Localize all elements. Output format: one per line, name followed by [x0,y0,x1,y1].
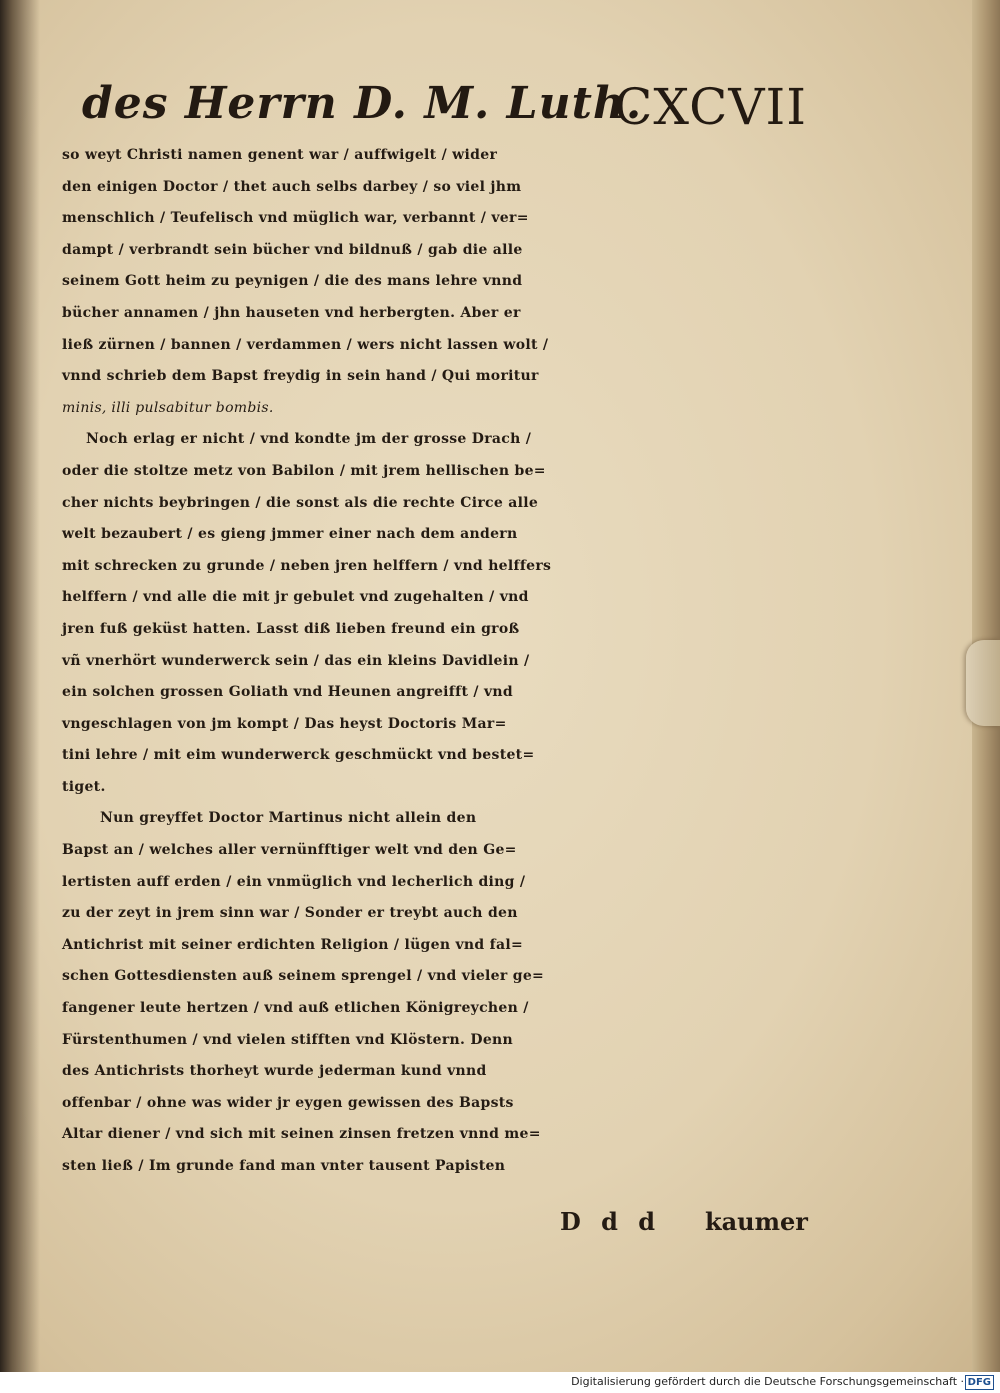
text-line: des Antichrists thorheyt wurde jederman kund vnnd [62,1063,487,1080]
text-line: minis, illi pulsabitur bombis. [62,399,274,416]
text-line: oder die stoltze metz von Babilon / mit jrem hellischen be= [62,462,546,479]
footer-credit: Digitalisierung gefördert durch die Deutsche Forschungsgemeinschaft · [571,1375,964,1388]
text-line: den einigen Doctor / thet auch selbs darbey / so viel jhm [62,178,522,195]
text-line: lertisten auff erden / ein vnmüglich vnd lecherlich ding / [62,873,526,890]
text-line: schen Gottesdiensten auß seinem sprengel / vnd vieler ge= [62,968,545,985]
dfg-logo-icon: DFG [965,1375,994,1390]
text-line: helffern / vnd alle die mit jr gebulet vnd zugehalten / vnd [62,589,529,606]
text-line: menschlich / Teufelisch vnd müglich war, verbannt / ver= [62,210,529,227]
signature-mark: D d d [560,1207,662,1236]
text-line: cher nichts beybringen / die sonst als die rechte Circe alle [62,494,539,511]
footer-bar [0,1372,1000,1393]
catchword: kaumer [705,1207,808,1236]
text-line: zu der zeyt in jrem sinn war / Sonder er treybt auch den [62,905,518,922]
text-line: ein solchen grossen Goliath vnd Heunen angreifft / vnd [62,684,513,701]
text-line: Bapst an / welches aller vernünfftiger welt vnd den Ge= [62,842,517,859]
text-line: dampt / verbrandt sein bücher vnd bildnuß / gab die alle [62,241,523,258]
text-line: vnnd schrieb dem Bapst freydig in sein hand / Qui moritur [62,368,539,385]
text-line: so weyt Christi namen genent war / auffwigelt / wider [62,147,498,163]
text-line: ließ zürnen / bannen / verdammen / wers nicht lassen wolt / [62,336,549,353]
text-line: seinem Gott heim zu peynigen / die des mans lehre vnnd [62,273,523,290]
folio-number: CXCVII [614,78,807,136]
page-tab [966,640,1000,726]
text-line: Fürstenthumen / vnd vielen stifften vnd Klöstern. Denn [62,1031,513,1048]
text-line: sten ließ / Im grunde fand man vnter tausent Papisten [62,1158,506,1174]
text-line: vngeschlagen von jm kompt / Das heyst Doctoris Mar= [62,715,507,732]
page-header [82,78,807,138]
running-title: des Herrn D. M. Luth. [82,78,643,129]
text-line: tini lehre / mit eim wunderwerck geschmückt vnd bestet= [62,747,535,764]
text-line: vñ vnerhört wunderwerck sein / das ein kleins Davidlein / [62,652,530,669]
text-line: Altar diener / vnd sich mit seinen zinsen fretzen vnnd me= [62,1126,541,1143]
text-line: jren fuß geküst hatten. Lasst diß lieben freund ein groß [62,620,520,637]
text-line: offenbar / ohne was wider jr eygen gewissen des Bapsts [62,1094,514,1111]
text-line: Antichrist mit seiner erdichten Religion / lügen vnd fal= [62,936,524,953]
text-line: fangener leute hertzen / vnd auß etlichen Königreychen / [62,1000,529,1017]
text-line: Noch erlag er nicht / vnd kondte jm der grosse Drach / [86,431,532,448]
text-line: mit schrecken zu grunde / neben jren helffern / vnd helffers [62,557,552,574]
text-line: welt bezaubert / es gieng jmmer einer nach dem andern [62,526,518,543]
body-text [62,140,812,1183]
text-line: bücher annamen / jhn hauseten vnd herbergten. Aber er [62,304,521,321]
text-line: Nun greyffet Doctor Martinus nicht allein den [100,810,477,827]
text-line: tiget. [62,778,106,795]
